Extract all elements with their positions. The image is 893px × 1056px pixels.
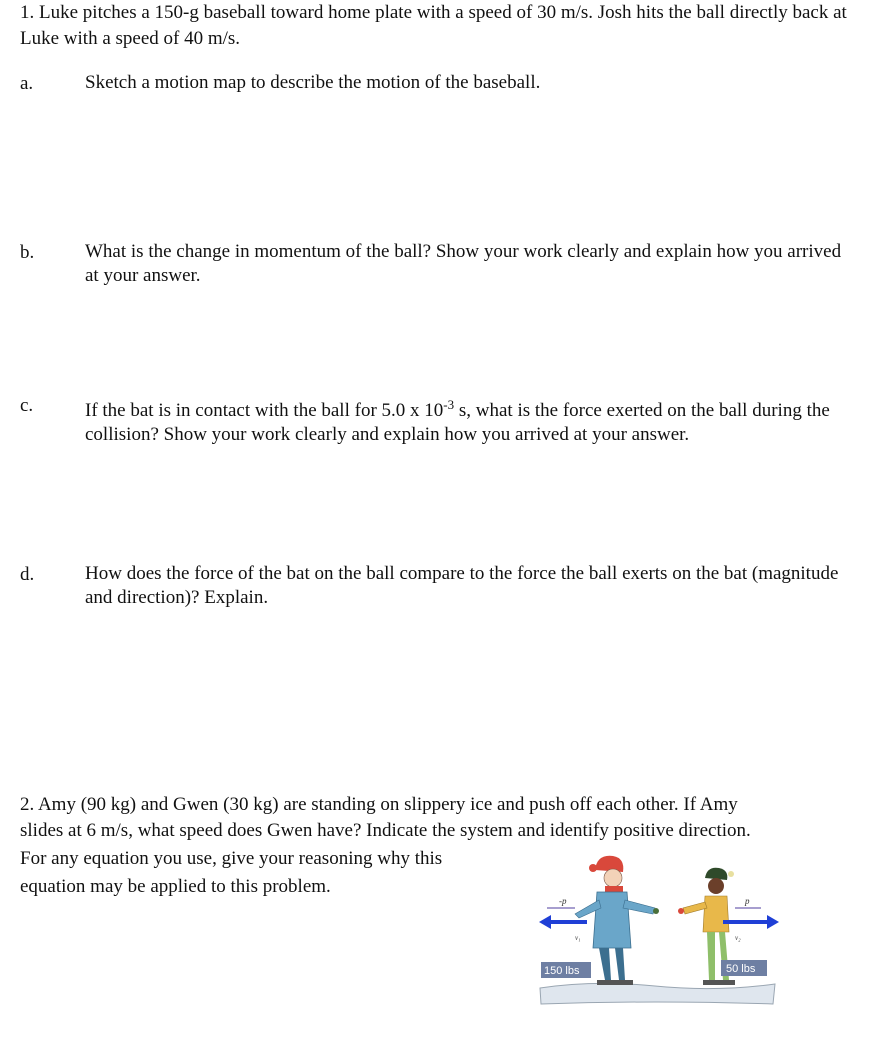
part-c-text-after: s, what is the force exerted on the ball during the collision? Show your work clearly and explain how you arrived at your answer. (85, 400, 830, 445)
part-c-letter: c. (20, 395, 34, 416)
right-velocity-label: v₂ (735, 934, 741, 942)
question-2-line-3: For any equation you use, give your reasoning why this (20, 848, 443, 869)
left-velocity-label: v₁ (575, 934, 581, 942)
right-weight-label: 50 lbs (726, 963, 756, 975)
part-d-text: How does the force of the bat on the ball compare to the force the ball exerts on the bat (magnitude and direction)? Explain. (85, 563, 839, 608)
part-a-letter: a. (20, 73, 34, 94)
ice-surface (540, 983, 775, 1004)
question-1-stem: 1. Luke pitches a 150-g baseball toward home plate with a speed of 30 m/s. Josh hits the ball directly back at Luke with a speed of 40 m/s. (20, 2, 847, 49)
right-momentum-label: p (745, 896, 750, 906)
part-c-exponent: -3 (443, 397, 455, 412)
skaters-illustration (535, 848, 780, 1008)
left-momentum-label: -p (559, 896, 567, 906)
part-a-text: Sketch a motion map to describe the motion of the baseball. (85, 72, 541, 93)
right-momentum-arrow (723, 915, 779, 929)
part-c-text-before: If the bat is in contact with the ball for 5.0 x 10 (85, 400, 444, 421)
left-weight-label: 150 lbs (544, 965, 580, 977)
part-b-letter: b. (20, 242, 35, 263)
question-2-line-4: equation may be applied to this problem. (20, 876, 331, 897)
part-b-text: What is the change in momentum of the ball? Show your work clearly and explain how you arrived at your answer. (85, 241, 842, 286)
part-d-letter: d. (20, 564, 35, 585)
question-2-line-1: 2. Amy (90 kg) and Gwen (30 kg) are standing on slippery ice and push off each other. If Amy (20, 794, 738, 815)
part-c-text (85, 393, 845, 447)
question-2-line-2: slides at 6 m/s, what speed does Gwen have? Indicate the system and identify positive direction. (20, 820, 751, 841)
